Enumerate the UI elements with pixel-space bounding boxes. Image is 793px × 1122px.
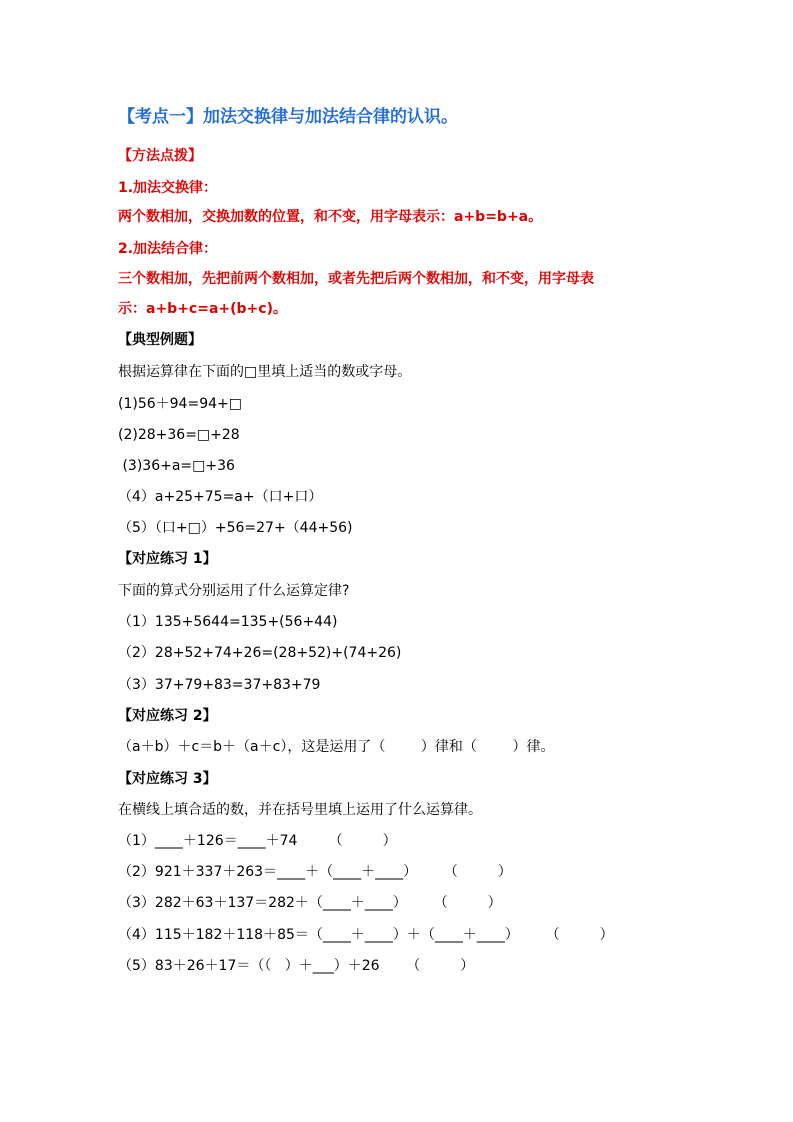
practice3-item: （1）____＋126＝____＋74 （ ）: [118, 833, 397, 849]
example-item: (2)28+36=□+28: [118, 427, 240, 443]
example-item: （4）a+25+75=a+（口+口）: [118, 489, 323, 505]
practice3-item: （4）115＋182＋118＋85＝（____＋____）＋（____＋____） （ ）: [118, 927, 614, 943]
practice1-item: （1）135+5644=135+(56+44): [118, 614, 338, 630]
method-heading: 【方法点拨】: [118, 148, 202, 164]
example-heading: 【典型例题】: [118, 332, 202, 348]
practice1-prompt: 下面的算式分别运用了什么运算定律?: [118, 583, 350, 599]
practice3-item: （3）282＋63＋137＝282＋（____＋____） （ ）: [118, 895, 502, 911]
section-title: 【考点一】加法交换律与加法结合律的认识。: [118, 107, 458, 127]
example-prompt: 根据运算律在下面的□里填上适当的数或字母。: [118, 364, 412, 380]
practice1-item: （2）28+52+74+26=(28+52)+(74+26): [118, 645, 402, 661]
practice3-item: （5）83＋26＋17＝（（ ）＋___）＋26 （ ）: [118, 958, 475, 974]
rule1-text: 两个数相加，交换加数的位置，和不变，用字母表示：a+b=b+a。: [118, 209, 543, 225]
rule2-title: 2.加法结合律：: [118, 241, 218, 257]
practice3-heading: 【对应练习 3】: [118, 771, 217, 787]
practice1-heading: 【对应练习 1】: [118, 551, 217, 567]
example-item: (1)56＋94=94+□: [118, 396, 242, 412]
rule2-text-line1: 三个数相加，先把前两个数相加，或者先把后两个数相加，和不变，用字母表: [118, 271, 594, 287]
practice2-heading: 【对应练习 2】: [118, 708, 217, 724]
practice3-item: （2）921＋337＋263＝____＋（____＋____） （ ）: [118, 864, 512, 880]
example-item: (3)36+a=□+36: [118, 458, 235, 474]
example-item: （5）（口+□）+56=27+（44+56): [118, 520, 353, 536]
rule2-text-line2: 示：a+b+c=a+(b+c)。: [118, 301, 287, 317]
practice1-item: （3）37+79+83=37+83+79: [118, 677, 321, 693]
practice2-text: （a＋b）＋c＝b＋（a＋c），这是运用了（ ）律和（ ）律。: [118, 739, 555, 755]
practice3-prompt: 在横线上填合适的数，并在括号里填上运用了什么运算律。: [118, 802, 482, 818]
rule1-title: 1.加法交换律：: [118, 180, 218, 196]
